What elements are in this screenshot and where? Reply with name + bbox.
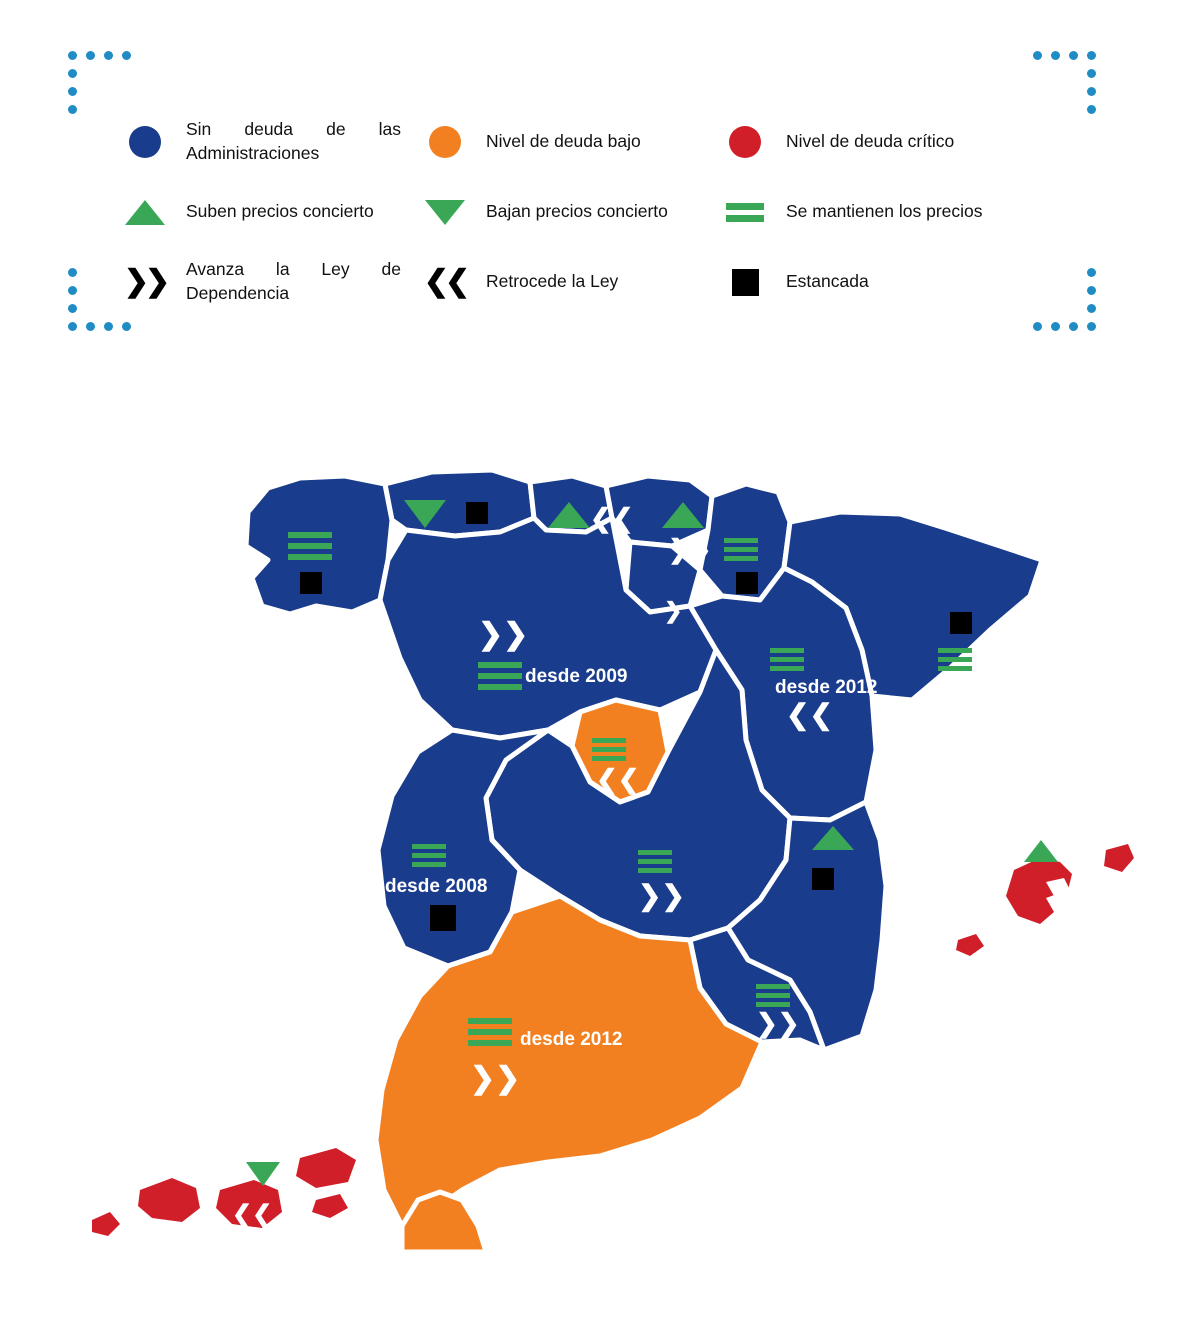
legend-label-sin-deuda: Sin deuda de las Administraciones xyxy=(186,119,401,163)
icon-galicia-estancada xyxy=(300,572,322,594)
legend-label-deuda-bajo: Nivel de deuda bajo xyxy=(486,131,641,152)
region-ceuta-melilla[interactable] xyxy=(402,1192,486,1252)
icon-cyl-equals xyxy=(478,662,522,690)
legend-item-estancada xyxy=(722,261,1052,303)
legend-item-mantienen-precios xyxy=(722,191,1052,233)
icon-andalucia-avanza: ❯❯ xyxy=(470,1062,521,1095)
icon-paisvasco-avanza: ❯❯ xyxy=(668,534,712,564)
icon-canarias-retrocede: ❮❮ xyxy=(232,1201,273,1228)
blue-circle-icon xyxy=(122,121,168,163)
icon-madrid-equals xyxy=(592,738,626,761)
corner-decoration-top-right xyxy=(1032,51,1096,115)
label-andalucia: desde 2012 xyxy=(520,1029,623,1050)
black-square-icon xyxy=(722,261,768,303)
icon-extremadura-estancada xyxy=(430,905,456,931)
legend-item-deuda-critico xyxy=(722,121,1052,163)
legend-item-bajan-precios xyxy=(422,191,722,233)
legend-panel xyxy=(62,45,1102,337)
legend-label-suben-precios: Suben precios concierto xyxy=(186,201,374,222)
icon-extremadura-equals xyxy=(412,844,446,867)
icon-murcia-avanza: ❯❯ xyxy=(756,1008,800,1038)
icon-cantabria-retrocede: ❮❮ xyxy=(590,503,634,533)
icon-valencia-estancada xyxy=(812,868,834,890)
equals-icon xyxy=(722,191,768,233)
icon-clm-avanza: ❯❯ xyxy=(638,880,685,911)
icon-andalucia-equals xyxy=(468,1018,512,1046)
icon-cyl-avanza: ❯❯ xyxy=(478,618,529,651)
corner-decoration-top-left xyxy=(68,51,132,115)
legend-item-sin-deuda xyxy=(122,118,422,165)
icon-aragon-equals xyxy=(770,648,804,671)
icon-aragon-retrocede: ❮❮ xyxy=(786,699,833,730)
icon-galicia-equals xyxy=(288,532,332,560)
icon-asturias-estancada xyxy=(466,502,488,524)
icon-murcia-equals xyxy=(756,984,790,1007)
label-extremadura: desde 2008 xyxy=(385,876,488,897)
legend-label-estancada: Estancada xyxy=(786,271,869,292)
spain-map xyxy=(0,400,1200,1300)
triangle-up-icon xyxy=(122,191,168,233)
legend-item-suben-precios xyxy=(122,191,422,233)
icon-cataluna-estancada xyxy=(950,612,972,634)
icon-cataluna-equals xyxy=(938,648,972,671)
icon-navarra-equals xyxy=(724,538,758,561)
legend-label-bajan-precios: Bajan precios concierto xyxy=(486,201,668,222)
legend-label-retrocede-ley: Retrocede la Ley xyxy=(486,271,619,292)
icon-madrid-retrocede: ❮❮ xyxy=(596,764,640,794)
triangle-down-icon xyxy=(422,191,468,233)
legend-label-deuda-critico: Nivel de deuda crítico xyxy=(786,131,955,152)
region-islas-canarias[interactable] xyxy=(92,1148,356,1236)
double-chevron-left-icon: ❮❮ xyxy=(423,265,467,298)
icon-navarra-estancada xyxy=(736,572,758,594)
icon-baleares-triangle-up xyxy=(1024,840,1058,862)
label-castilla-y-leon: desde 2009 xyxy=(525,666,628,687)
legend-item-retrocede-ley xyxy=(422,261,722,303)
legend-item-avanza-ley xyxy=(122,258,422,305)
icon-larioja-avanza: ❯ xyxy=(664,598,683,623)
icon-clm-equals xyxy=(638,850,672,873)
legend-label-mantienen-precios: Se mantienen los precios xyxy=(786,201,983,222)
legend-label-avanza-ley: Avanza la Ley de Dependencia xyxy=(186,259,401,303)
double-chevron-right-icon: ❯❯ xyxy=(123,265,167,298)
legend-item-deuda-bajo xyxy=(422,121,722,163)
label-aragon: desde 2012 xyxy=(775,677,878,698)
legend-grid xyxy=(122,107,1052,317)
orange-circle-icon xyxy=(422,121,468,163)
red-circle-icon xyxy=(722,121,768,163)
